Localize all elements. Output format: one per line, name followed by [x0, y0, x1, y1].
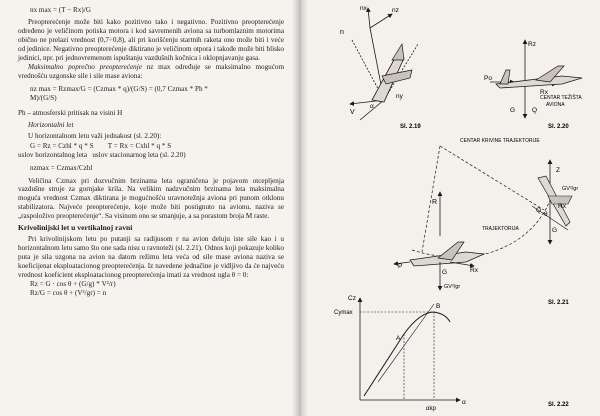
fig20-label-Q: Q [532, 107, 538, 114]
italic-term: Maksimalno poprečno preopterećenje [28, 63, 142, 72]
ph-definition: Ph – atmosferski pritisak na visini H [18, 109, 123, 118]
figure-2-19 [340, 5, 421, 130]
paragraph-horizontalni: U horizontalnom letu važi jednakost (sl. 2.20): [28, 131, 162, 140]
fig20-label-G: G [510, 107, 516, 114]
paragraph-preopterecenje: Preopterećenje može biti kako pozitivno tako i negativno. Pozitivno preopterećenje određeno je veličinom potiska motora i kod savremenih aviona sa turbomlaznim motorima obično ne prelazi vrednost (0,7÷0,8), ali pri korišćenju startnih raketa ono može biti i veće od jedinice. Negativno preopterećenje diktirano je veličinom otpora i takođe može biti blisko jedinici, npr. pri jednovremenom ispuštanju vazdušnih kočnica i oklopnjavanju gasa. [18, 17, 284, 62]
left-page-text [18, 4, 284, 298]
equation-nz-max-line1: nz max = Rzmax/G = (Czmax * q)/(G/S) = (0,7 Czmax * Ph * [30, 85, 208, 94]
fig20-caption: Sl. 2.20 [548, 124, 569, 130]
fig20-label-Rx: Rx [540, 89, 548, 96]
fig22-label-A: A [396, 335, 401, 342]
figure-2-21 [394, 138, 578, 306]
equation-Rz: Rz = G · cos θ + (G/g) * V²/r) [30, 280, 116, 289]
fig20-label-Po: Po [484, 75, 492, 82]
fig20-label-centar: CENTAR TEŽIŠTA [540, 95, 582, 101]
heading-horizontalni-let: Horizontalni let [28, 120, 74, 129]
fig21-label-G-upper: G [552, 227, 558, 234]
heading-krivolinijski-let: Krivolinijski let u vertikalnoj ravni [18, 223, 133, 233]
fig19-label-V: V [350, 109, 355, 116]
fig21-caption: Sl. 2.21 [548, 300, 569, 306]
paragraph-maksimalno-rest: nz max određuje se maksimalno mogućom vrednošću uzgonske sile i sile mase aviona: [18, 63, 285, 81]
fig19-label-alpha: α [370, 103, 374, 110]
figures-svg [300, 0, 600, 416]
equation-nx-max: nx max = (T − Rx)/G [30, 6, 91, 14]
right-page [300, 0, 600, 416]
fig20-label-aviona: AVIONA [546, 102, 565, 108]
fig21-label-Rx-upper: Rx [558, 203, 566, 210]
equation-nz-max-line2: M)/(G/S) [30, 94, 57, 103]
fig20-label-Rz: Rz [528, 41, 536, 48]
fig19-label-n: n [340, 29, 344, 36]
fig19-label-ny: ny [396, 93, 403, 100]
fig21-label-centar: CENTAR KRIVINE TRAJEKTORIJE [460, 138, 540, 144]
paragraph-krivolinijski: Pri krivolinijskom letu po putanji sa radijusom r na avion deluju iste sile kao i u horizontalnom letu samo što one sada nisu u ravnoteži (sl. 2.21). Odnos koji pokazuje koliko puta je sila uzgona na avion na datom režimu leta veća od sile mase aviona naziva se koeficijenat eksploatacionog preopterećenja. Iz navedene jednačine je vidljivo da će najveću vrednost koeficient eksploatacionog preopterećenja imati za vrednost ugla θ = 0: [18, 234, 284, 279]
fig19-label-nz: nz [392, 7, 399, 14]
fig21-label-P: P [398, 263, 403, 270]
fig22-label-Cymax: Cymax [334, 310, 353, 316]
fig19-caption: Sl. 2.19 [400, 124, 421, 130]
fig22-caption: Sl. 2.22 [548, 402, 569, 408]
equation-G-Rz: G = Rz = Czhl * q * S T = Rx = Cxhl * q * S [30, 141, 172, 150]
fig21-label-G-lower: G [442, 269, 448, 276]
figure-2-20 [484, 40, 582, 130]
fig22-label-Cz: Cz [348, 295, 356, 302]
equation-uslov: uslov horizontalnog leta uslov stacionarnog leta (sl. 2.20) [18, 150, 186, 159]
fig22-label-alpha: α [462, 399, 466, 406]
fig19-label-nx: nx [360, 5, 367, 12]
book-gutter [292, 0, 308, 416]
fig21-label-Z: Z [556, 167, 560, 174]
fig21-label-GV2gr-upper: GV²/gr [562, 186, 579, 192]
fig22-label-alpha-kp: αkp [426, 406, 436, 412]
fig21-label-trajektorija: TRAJEKTORIJA [482, 226, 519, 232]
fig21-label-theta: θ [544, 211, 548, 218]
paragraph-maksimalno [18, 63, 284, 81]
equation-nzmax-ratio: nzmax = Czmax/Czhl [30, 163, 93, 172]
figure-2-22 [334, 295, 569, 412]
fig21-label-Rx-lower: Rx [470, 267, 478, 274]
fig21-label-R: R [432, 199, 438, 206]
fig21-label-GV2gr-lower: GV²/gr [444, 284, 461, 290]
fig21-label-Q: Q [536, 207, 542, 214]
paragraph-czmax: Veličina Czmax pri dozvučnim brzinama leta ograničena je pojavom otcepljenja vazdušne struje za gornjake krila. Na velikim nadzvučnim brzinama leta maksimalna moguća vrednost Czmax diktirana je mogućnošću uravnotežnja aviona pri punom otklonu stabilizatora. Najveće preopterećenje, koje može biti postignuto na avionu, naziva se „raspoloživo preopterećenje“. Sa visinom ono se smanjuje, a sa porastom broja M raste. [18, 176, 284, 221]
fig22-label-B: B [436, 303, 441, 310]
equation-Rz-over-G: Rz/G = cos θ + (V²/gr) = n [30, 289, 107, 298]
